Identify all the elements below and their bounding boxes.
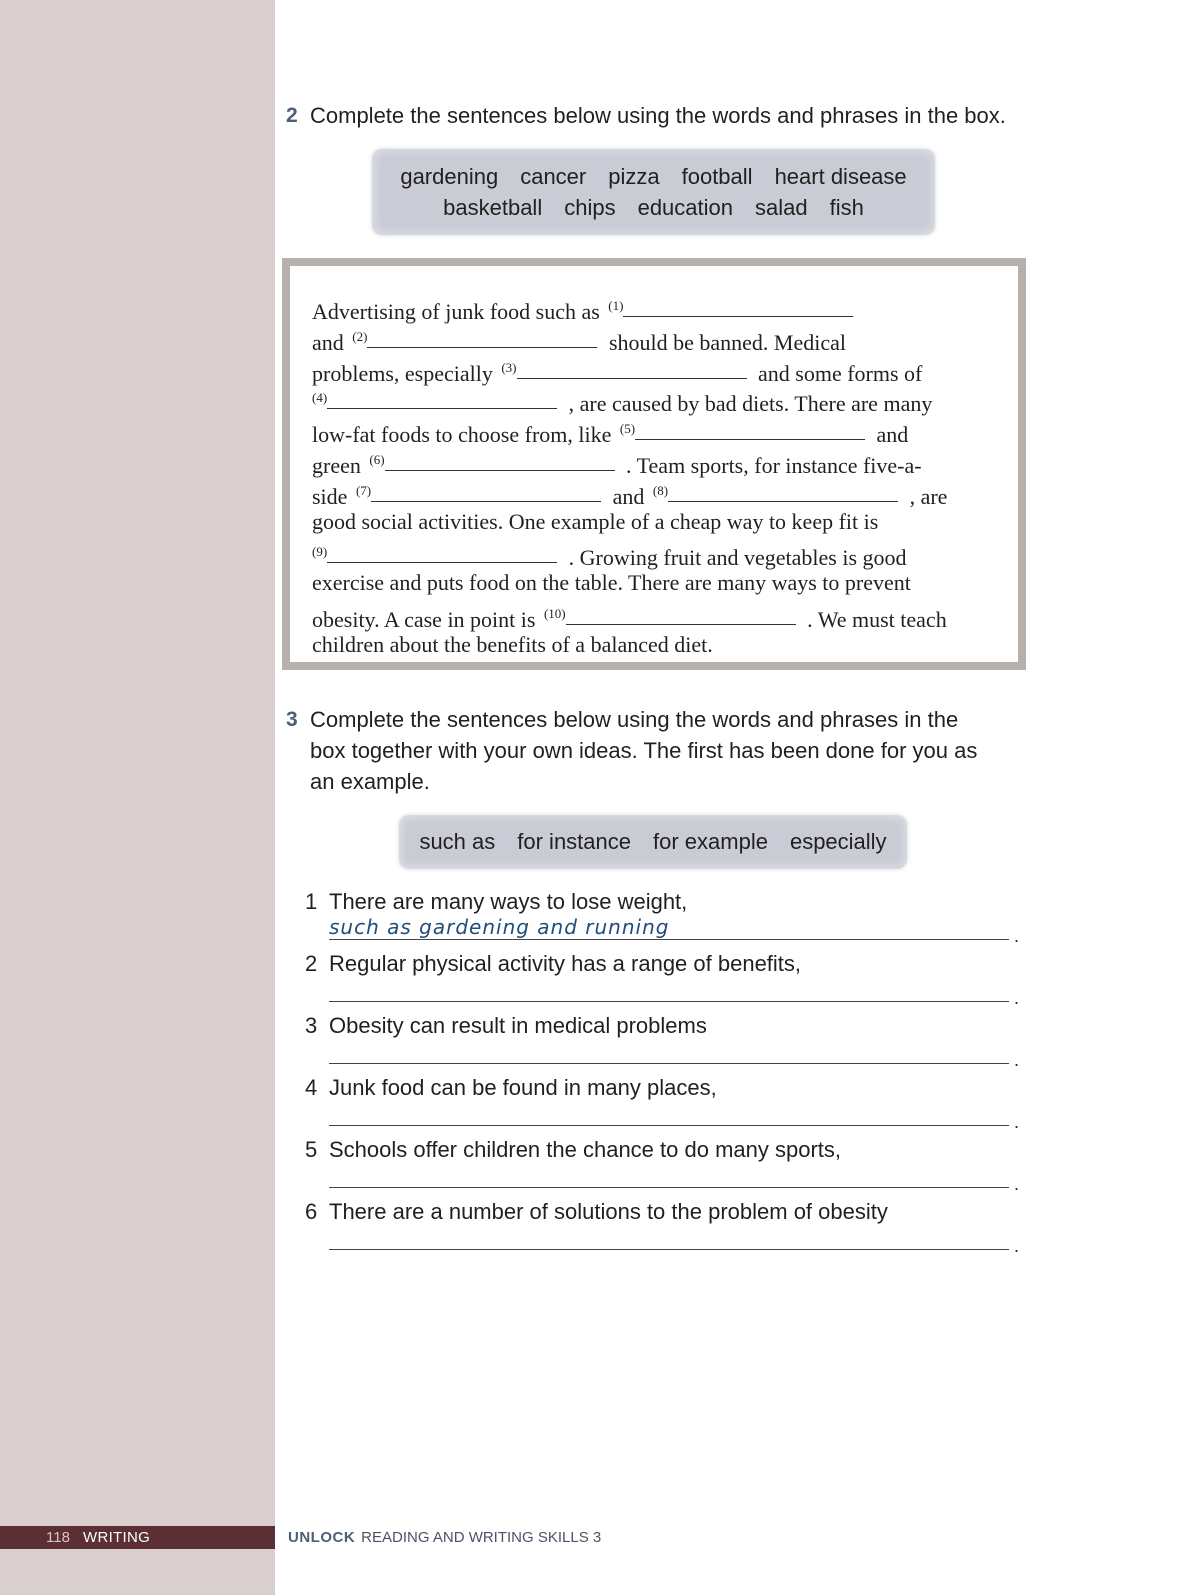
gap-number: (9) bbox=[312, 544, 328, 560]
passage-line bbox=[312, 414, 1002, 448]
item-number: 6 bbox=[305, 1199, 318, 1224]
end-mark: . bbox=[1014, 926, 1020, 946]
word-box-row-1 bbox=[372, 161, 935, 192]
passage-text: , are bbox=[904, 483, 948, 509]
gap-number: (7) bbox=[355, 482, 372, 498]
passage-text: . Growing fruit and vegetables is good bbox=[563, 545, 907, 571]
item-number: 3 bbox=[305, 1013, 318, 1038]
answer-line[interactable] bbox=[329, 1063, 1009, 1064]
passage-text: , are caused by bad diets. There are many bbox=[563, 391, 933, 417]
passage-line bbox=[312, 383, 1002, 417]
exercise-2-heading bbox=[286, 100, 1026, 131]
passage-text: Advertising of junk food such as bbox=[312, 299, 606, 324]
phrase-option[interactable]: for instance bbox=[517, 829, 631, 854]
passage-text: side bbox=[312, 483, 353, 509]
exercise-3-instruction-line: Complete the sentences below using the words and phrases in the bbox=[310, 707, 959, 732]
gap-number: (2) bbox=[352, 328, 368, 344]
exercise-3-item bbox=[305, 1072, 1035, 1134]
word-option[interactable]: gardening bbox=[400, 164, 499, 189]
word-option[interactable]: fish bbox=[829, 195, 864, 220]
end-mark: . bbox=[1014, 1050, 1020, 1070]
footer-book-title bbox=[288, 1526, 601, 1549]
gap-6-blank[interactable] bbox=[385, 469, 615, 471]
page-number: 118 bbox=[46, 1529, 70, 1546]
gap-9-blank[interactable] bbox=[327, 561, 557, 563]
exercise-3-list bbox=[305, 886, 1035, 1258]
end-mark: . bbox=[1014, 1112, 1020, 1132]
exercise-3-word-box bbox=[399, 815, 907, 869]
word-option[interactable]: cancer bbox=[520, 164, 587, 189]
gap-fill-passage bbox=[282, 258, 1026, 670]
passage-line bbox=[312, 599, 1002, 630]
end-mark: . bbox=[1014, 1174, 1020, 1194]
passage-text: obesity. A case in point is bbox=[312, 606, 541, 632]
passage-text: good social activities. One example of a cheap way to keep fit is bbox=[312, 508, 879, 534]
phrase-option[interactable]: such as bbox=[419, 829, 496, 854]
passage-line bbox=[312, 476, 1002, 507]
exercise-2-word-box bbox=[372, 149, 935, 235]
gap-1-blank[interactable] bbox=[623, 315, 853, 317]
gap-8-blank[interactable] bbox=[668, 500, 898, 502]
exercise-3-instruction-line: an example. bbox=[310, 769, 430, 794]
answer-line[interactable] bbox=[329, 1001, 1009, 1002]
item-stem: Junk food can be found in many places, bbox=[329, 1075, 717, 1100]
gap-number: (3) bbox=[501, 359, 517, 375]
exercise-3-item bbox=[305, 1010, 1035, 1072]
answer-line[interactable] bbox=[329, 939, 1009, 940]
page-sidebar bbox=[0, 0, 275, 1595]
book-title: READING AND WRITING SKILLS 3 bbox=[361, 1529, 602, 1546]
item-number: 5 bbox=[305, 1137, 318, 1162]
exercise-3-item bbox=[305, 886, 1035, 948]
word-option[interactable]: heart disease bbox=[774, 164, 907, 189]
word-box-row-2 bbox=[372, 192, 935, 223]
exercise-3-instruction-line: box together with your own ideas. The first has been done for you as bbox=[310, 738, 978, 763]
gap-number: (10) bbox=[543, 605, 566, 621]
item-number: 2 bbox=[305, 951, 318, 976]
word-box-row bbox=[399, 826, 907, 857]
item-stem: Obesity can result in medical problems bbox=[329, 1013, 707, 1038]
end-mark: . bbox=[1014, 988, 1020, 1008]
gap-7-blank[interactable] bbox=[371, 500, 601, 502]
item-stem: There are a number of solutions to the problem of obesity bbox=[329, 1199, 888, 1224]
gap-3-blank[interactable] bbox=[517, 377, 747, 379]
gap-number: (1) bbox=[608, 298, 624, 313]
exercise-3-number: 3 bbox=[286, 708, 298, 731]
word-option[interactable]: salad bbox=[755, 195, 808, 220]
gap-10-blank[interactable] bbox=[566, 623, 796, 625]
passage-line bbox=[312, 630, 1002, 661]
item-stem: Schools offer children the chance to do many sports, bbox=[329, 1137, 841, 1162]
end-mark: . bbox=[1014, 1236, 1020, 1256]
passage-text: should be banned. Medical bbox=[603, 329, 846, 355]
gap-number: (4) bbox=[312, 390, 328, 406]
exercise-3-item bbox=[305, 1134, 1035, 1196]
gap-4-blank[interactable] bbox=[327, 407, 557, 409]
passage-text: green bbox=[312, 452, 367, 478]
gap-5-blank[interactable] bbox=[635, 438, 865, 440]
word-option[interactable]: pizza bbox=[608, 164, 660, 189]
passage-text: . Team sports, for instance five-a- bbox=[620, 452, 922, 478]
passage-text: children about the benefits of a balanced diet. bbox=[312, 631, 713, 657]
passage-text: and bbox=[871, 422, 909, 448]
item-stem: There are many ways to lose weight, bbox=[329, 889, 688, 914]
section-label: WRITING bbox=[83, 1529, 151, 1546]
exercise-2-number: 2 bbox=[286, 104, 298, 127]
word-option[interactable]: football bbox=[681, 164, 753, 189]
passage-text: exercise and puts food on the table. There are many ways to prevent bbox=[312, 570, 911, 596]
word-option[interactable]: education bbox=[637, 195, 733, 220]
exercise-3-item bbox=[305, 948, 1035, 1010]
answer-line[interactable] bbox=[329, 1187, 1009, 1188]
passage-line bbox=[312, 537, 1002, 571]
exercise-2-instruction: Complete the sentences below using the words and phrases in the box. bbox=[310, 103, 1006, 128]
passage-text: low-fat foods to choose from, like bbox=[312, 422, 617, 448]
passage-line bbox=[312, 445, 1002, 476]
answer-line[interactable] bbox=[329, 1249, 1009, 1250]
passage-line bbox=[312, 568, 1002, 599]
exercise-3-item bbox=[305, 1196, 1035, 1258]
passage-text: and some forms of bbox=[752, 360, 923, 386]
gap-2-blank[interactable] bbox=[367, 346, 597, 348]
exercise-3-heading bbox=[286, 704, 1026, 797]
item-number: 4 bbox=[305, 1075, 318, 1100]
handwritten-answer: such as gardening and running bbox=[329, 915, 670, 939]
word-option[interactable]: basketball bbox=[443, 195, 543, 220]
brand-logo: UNLOCK bbox=[288, 1529, 356, 1546]
passage-text: and bbox=[607, 483, 650, 509]
answer-line[interactable] bbox=[329, 1125, 1009, 1126]
phrase-option[interactable]: especially bbox=[789, 829, 887, 854]
passage-text: problems, especially bbox=[312, 360, 499, 386]
passage-text: . We must teach bbox=[801, 606, 947, 632]
passage-line bbox=[312, 322, 1002, 353]
footer-section-band bbox=[0, 1526, 275, 1549]
passage-line bbox=[312, 291, 1002, 322]
gap-number: (5) bbox=[619, 421, 636, 437]
passage-text: and bbox=[312, 329, 350, 355]
word-option[interactable]: chips bbox=[564, 195, 616, 220]
phrase-option[interactable]: for example bbox=[653, 829, 768, 854]
gap-number: (6) bbox=[369, 451, 385, 467]
item-number: 1 bbox=[305, 889, 318, 914]
passage-body bbox=[312, 291, 1002, 661]
gap-number: (8) bbox=[652, 482, 669, 498]
passage-line bbox=[312, 353, 1002, 384]
item-stem: Regular physical activity has a range of benefits, bbox=[329, 951, 802, 976]
passage-line bbox=[312, 507, 1002, 538]
